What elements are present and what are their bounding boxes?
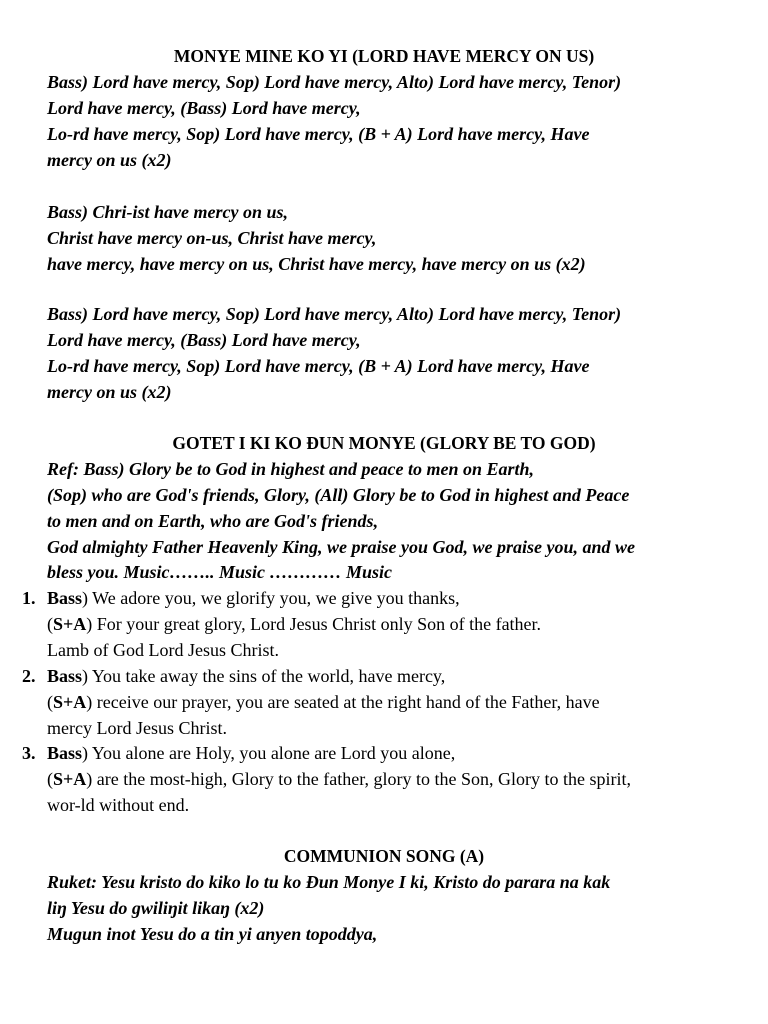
lyric-line: Bass) Chri-ist have mercy on us, bbox=[47, 202, 289, 222]
lyric-line: mercy on us (x2) bbox=[47, 150, 172, 170]
lyric-line: Ruket: Yesu kristo do kiko lo tu ko Ɖun Monye I ki, Kristo do parara na kak bbox=[47, 872, 611, 892]
list-item-line bbox=[47, 663, 445, 689]
verse-text: wor-ld without end. bbox=[47, 795, 190, 815]
lyric-line: Mugun inot Yesu do a tin yi anyen topoddya, bbox=[47, 924, 378, 944]
lyric-line: Christ have mercy on-us, Christ have mercy, bbox=[47, 228, 377, 248]
lyric-line: Lo-rd have mercy, Sop) Lord have mercy, (B + A) Lord have mercy, Have bbox=[47, 124, 590, 144]
voice-label: Bass bbox=[47, 743, 83, 763]
lyric-line: Lord have mercy, (Bass) Lord have mercy, bbox=[47, 98, 361, 118]
list-item-line: (S+A) For your great glory, Lord Jesus Christ only Son of the father. bbox=[47, 614, 542, 634]
verse-text: Lamb of God Lord Jesus Christ. bbox=[47, 640, 279, 660]
list-item-line: (S+A) are the most-high, Glory to the father, glory to the Son, Glory to the spirit, bbox=[47, 769, 631, 789]
lyric-line: (Sop) who are God's friends, Glory, (All) Glory be to God in highest and Peace bbox=[47, 485, 630, 505]
list-number: 2. bbox=[22, 666, 36, 686]
lyric-line: Lo-rd have mercy, Sop) Lord have mercy, (B + A) Lord have mercy, Have bbox=[47, 356, 590, 376]
list-number: 3. bbox=[22, 743, 36, 763]
lyric-line: mercy on us (x2) bbox=[47, 382, 172, 402]
lyric-line: bless you. Music…….. Music ………… Music bbox=[47, 562, 393, 582]
lyric-line: Ref: Bass) Glory be to God in highest and peace to men on Earth, bbox=[47, 459, 535, 479]
verse-text: ) You take away the sins of the world, have mercy, bbox=[82, 666, 446, 686]
verse-text: ) are the most-high, Glory to the father, glory to the Son, Glory to the spirit, bbox=[86, 769, 631, 789]
list-item-line: (S+A) receive our prayer, you are seated at the right hand of the Father, have bbox=[47, 692, 600, 712]
lyric-line: have mercy, have mercy on us, Christ have mercy, have mercy on us (x2) bbox=[47, 254, 586, 274]
section-title-communion-song: COMMUNION SONG (A) bbox=[283, 846, 485, 866]
voice-label: S+A bbox=[53, 614, 87, 634]
lyric-line: Bass) Lord have mercy, Sop) Lord have mercy, Alto) Lord have mercy, Tenor) bbox=[47, 72, 622, 92]
voice-label: S+A bbox=[53, 769, 87, 789]
list-item-line bbox=[47, 585, 460, 611]
verse-text: mercy Lord Jesus Christ. bbox=[47, 718, 227, 738]
voice-label: S+A bbox=[53, 692, 87, 712]
verse-text: ) For your great glory, Lord Jesus Christ only Son of the father. bbox=[86, 614, 542, 634]
lyric-line: God almighty Father Heavenly King, we praise you God, we praise you, and we bbox=[47, 537, 635, 557]
section-title-lord-have-mercy: MONYE MINE KO YI (LORD HAVE MERCY ON US) bbox=[173, 46, 595, 66]
lyric-line: Bass) Lord have mercy, Sop) Lord have mercy, Alto) Lord have mercy, Tenor) bbox=[47, 304, 622, 324]
verse-text: ) We adore you, we glorify you, we give you thanks, bbox=[82, 588, 460, 608]
verse-text: ) receive our prayer, you are seated at the right hand of the Father, have bbox=[86, 692, 600, 712]
lyric-line: liŋ Yesu do gwiliŋit likaŋ (x2) bbox=[47, 898, 265, 918]
verse-text: ) You alone are Holy, you alone are Lord you alone, bbox=[82, 743, 456, 763]
voice-label: Bass bbox=[47, 588, 83, 608]
lyric-line: to men and on Earth, who are God's friends, bbox=[47, 511, 379, 531]
list-item-line bbox=[47, 740, 455, 766]
list-number: 1. bbox=[22, 588, 36, 608]
voice-label: Bass bbox=[47, 666, 83, 686]
section-title-glory-be-to-god: GOTET I KI KO ƉUN MONYE (GLORY BE TO GOD) bbox=[172, 433, 596, 453]
lyric-line: Lord have mercy, (Bass) Lord have mercy, bbox=[47, 330, 361, 350]
